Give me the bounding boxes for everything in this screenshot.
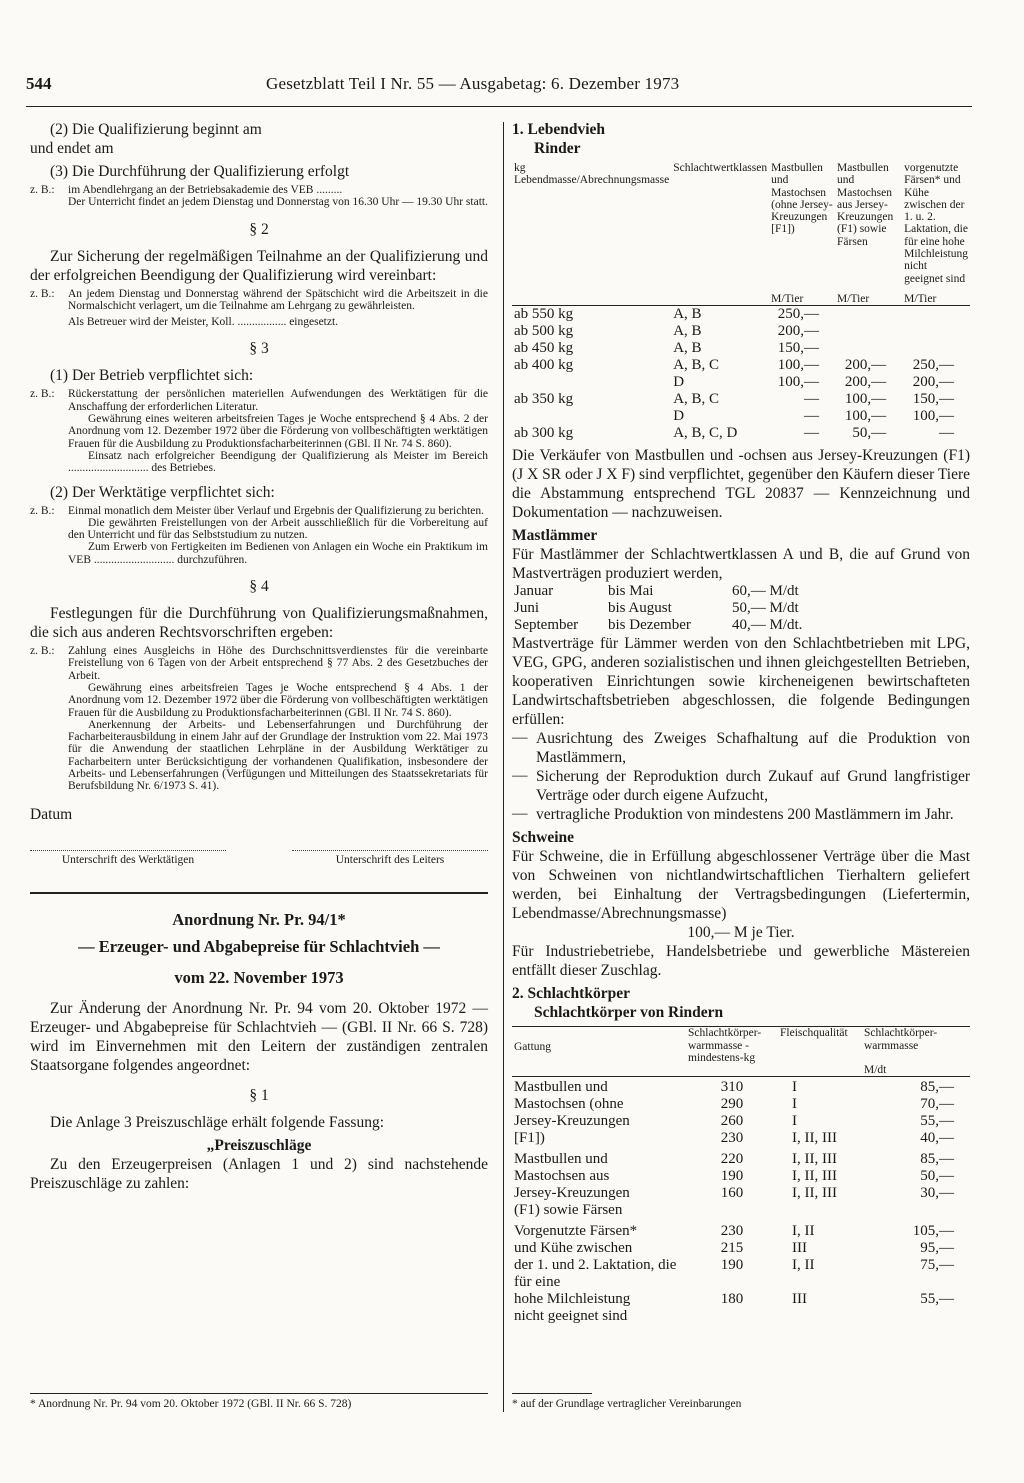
section-text: Festlegungen für die Durchführung von Qualifizierungsmaßnahmen, die sich aus anderen Rechtsvorschriften ergeben: [30, 605, 488, 642]
section-heading: § 3 [249, 340, 269, 358]
table-cell: — [939, 425, 954, 442]
table-row [512, 583, 970, 600]
table-row [512, 391, 970, 408]
table-cell: ab 400 kg [514, 357, 574, 374]
table-cell: 200,— [777, 323, 820, 340]
table-cell: I, II [792, 1257, 815, 1274]
heading-carcass-cattle: Schlachtkörper von Rindern [534, 1004, 724, 1022]
table-cell: Juni [514, 600, 540, 617]
table-cell: — [804, 408, 820, 425]
table-cell: 105,— [912, 1223, 954, 1240]
list-item-text: Sicherung der Reproduktion durch Zukauf auf Grund langfristiger Verträge oder durch eigene Aufzucht, [536, 768, 970, 805]
table-cell: 40,— [920, 1130, 954, 1147]
column-divider [503, 122, 504, 1412]
ordinance-subtitle: — Erzeuger- und Abgabepreise für Schlachtvieh — [78, 936, 440, 956]
unit-label: M/Tier [771, 292, 804, 305]
table-cell: 30,— [920, 1185, 954, 1202]
table-row [512, 1096, 970, 1113]
table-cell: I [792, 1096, 797, 1113]
para-qualification-end: und endet am [30, 140, 114, 157]
footnote-right: * auf der Grundlage vertraglicher Vereinbarungen [512, 1393, 970, 1410]
table-cell [835, 306, 902, 324]
table-cell: I, II, III [792, 1151, 837, 1168]
group-label-line: Mastochsen (ohne [514, 1096, 624, 1113]
table-row [512, 1257, 970, 1291]
section-text: (2) Der Werktätige verpflichtet sich: [50, 483, 275, 501]
table-cell: 100,— [912, 408, 954, 425]
table-cell: 200,— [844, 374, 887, 391]
dash-marker: — [512, 805, 528, 823]
table-cell: 200,— [912, 374, 954, 391]
table-cell: — [804, 391, 820, 408]
table-cell: — [804, 425, 820, 442]
table-row [512, 1202, 970, 1219]
example-text: Zahlung eines Ausgleichs in Höhe des Durchschnittsverdienstes für die vereinbarte Freistellung von 6 Tagen von der Arbeit entsprechend § 77 Abs. 2 des Gesetzbuches der Arbeit. [68, 645, 488, 682]
unit-label: M/Tier [837, 292, 870, 305]
col-header: Schlachtkörper-warmmasse -mindestens-kg [688, 1027, 762, 1064]
signature-leader: Unterschrift des Leiters [292, 850, 488, 866]
table-cell: I [792, 1113, 797, 1130]
group-label-line: (F1) sowie Färsen [514, 1202, 623, 1219]
table-row [512, 617, 970, 634]
running-head: Gesetzblatt Teil I Nr. 55 — Ausgabetag: 6. Dezember 1973 [266, 74, 680, 93]
col-header: Mastbullen und Mastochsen (ohne Jersey-Kreuzungen [F1]) [771, 162, 833, 236]
page-number: 544 [26, 74, 52, 93]
table-cell [686, 1202, 778, 1219]
lamb-price-table [512, 583, 970, 634]
table-cell: bis Mai [608, 583, 654, 600]
table-cell: 250,— [777, 306, 820, 323]
table-row [512, 1308, 970, 1325]
condition-list [512, 729, 970, 824]
table-cell [835, 340, 902, 357]
group-label-line: nicht geeignet sind [514, 1308, 628, 1325]
table-cell: ab 350 kg [514, 391, 574, 408]
table-cell: I, II, III [792, 1130, 837, 1147]
jersey-text: Die Verkäufer von Mastbullen und -ochsen aus Jersey-Kreuzungen (F1) (J X SR oder J X F) sind verpflichtet, gegenüber den Käufern dieser Tiere die Abstammung entsprechend TGL 20837 — Kennzeichnung und Dokumentation — nachzuweisen. [512, 447, 971, 522]
example-block: z. B.: An jedem Dienstag und Donnerstag während der Spätschicht wird die Arbeitszeit in die Normalschicht verlagert, um die Teilnahme am Lehrgang zu gewährleisten. Als Betreuer wird der Meister, Koll. ................. eingesetzt. [30, 287, 488, 329]
section-text: Die Anlage 3 Preiszuschläge erhält folgende Fassung: [50, 1113, 385, 1131]
example-text: Als Betreuer wird der Meister, Koll. ................. eingesetzt. [68, 316, 339, 329]
heading-cattle: Rinder [534, 140, 581, 157]
example-block: z. B.: Zahlung eines Ausgleichs in Höhe des Durchschnittsverdienstes für die vereinbarte Freistellung von 6 Tagen von der Arbeit entsprechend § 77 Abs. 2 des Gesetzbuches der Arbeit. Gewährung eines arbeitsfreien Tages je Woche entsprechend § 4 Abs. 1 der Anordnung vom 12. Dezember 1972 über die Förderung von vollbeschäftigten werktätigen Frauen für die Ausbildung zu Produktionsfacharbeiterinnen (GBl. II Nr. 74 S. 860). Anerkennung der Arbeits- und Lebenserfahrungen und Durchführung der Facharbeiterausbildung in einem Jahr auf der Grundlage der Instruktion vom 22. Mai 1973 für die Anwendung der staatlichen Lehrpläne in der Ausbildung Werktätiger zu Facharbeitern unter Berücksichtigung der vorhandenen Qualifikation, insbesondere der Arbeits- und Lebenserfahrungen (Verfügungen und Mitteilungen des Staatssekretariats für Berufsbildung Nr. 6/1973 S. 41). [30, 645, 488, 793]
section-text: Zur Sicherung der regelmäßigen Teilnahme an der Qualifizierung und der erfolgreichen Beendigung der Qualifizierung wird vereinbart: [30, 247, 488, 284]
table-cell: 85,— [920, 1151, 954, 1168]
example-text: im Abendlehrgang an der Betriebsakademie des VEB ......... [68, 184, 343, 196]
table-cell: 190 [720, 1257, 744, 1274]
pig-price: 100,— M je Tier. [687, 924, 795, 942]
table-cell: 200,— [844, 357, 887, 374]
list-item [512, 805, 970, 824]
cattle-live-table [512, 162, 970, 442]
heading-carcass: 2. Schlachtkörper [512, 985, 630, 1003]
table-row [512, 323, 970, 340]
table-cell [902, 323, 970, 340]
example-text: Einsatz nach erfolgreicher Beendigung der Qualifizierung als Meister im Bereich ............................ des Betriebes. [68, 449, 488, 475]
table-cell: 150,— [777, 340, 820, 357]
table-cell [835, 323, 902, 340]
example-text: Einmal monatlich dem Meister über Verlauf und Ergebnis der Qualifizierung zu berichten. [68, 504, 484, 517]
section-text: (1) Der Betrieb verpflichtet sich: [50, 367, 254, 385]
example-block: z. B.: Einmal monatlich dem Meister über Verlauf und Ergebnis der Qualifizierung zu berichten. Die gewährten Freistellungen von der Arbeit ausschließlich für die Vorbereitung auf den Unterricht und für das Selbststudium zu nutzen. Zum Erwerb von Fertigkeiten im Bedienen von Anlagen ein Woche ein Praktikum im VEB ............................ durchzuführen. [30, 504, 488, 566]
table-row [512, 1240, 970, 1257]
table-cell: III [792, 1240, 807, 1257]
table-cell: 230 [720, 1223, 744, 1240]
table-cell: 260 [720, 1113, 744, 1130]
surcharge-title: „Preiszuschläge [206, 1136, 312, 1154]
table-cell: 100,— [844, 391, 887, 408]
table-cell: 150,— [912, 391, 954, 408]
left-column [30, 120, 488, 1193]
table-cell: D [673, 374, 685, 391]
table-cell: 190 [720, 1168, 744, 1185]
signature-row [30, 850, 488, 866]
dash-marker: — [512, 767, 528, 785]
table-cell: ab 300 kg [514, 425, 574, 442]
example-text: An jedem Dienstag und Donnerstag während der Spätschicht wird die Arbeitszeit in die Normalschicht verlagert, um die Teilnahme am Lehrgang zu gewährleisten. [68, 287, 488, 312]
table-cell: bis Dezember [608, 617, 691, 634]
dash-marker: — [512, 729, 528, 747]
table-cell: 100,— [844, 408, 887, 425]
list-item [512, 729, 970, 767]
group-label-line: Jersey-Kreuzungen [514, 1113, 630, 1130]
table-cell: ab 450 kg [514, 340, 574, 357]
table-cell: 220 [720, 1151, 744, 1168]
table-row [512, 306, 970, 324]
group-label-line: Mastbullen und [514, 1151, 608, 1168]
group-label-line: Mastbullen und [514, 1079, 608, 1096]
right-column [512, 120, 970, 1325]
ordinance-title: Anordnung Nr. Pr. 94/1* [172, 909, 346, 929]
group-label-line: Mastochsen aus [514, 1168, 610, 1185]
para-execution: (3) Die Durchführung der Qualifizierung erfolgt [50, 163, 350, 180]
pig-text: Für Schweine, die in Erfüllung abgeschlossener Verträge über die Mast von Schweinen von nichtlandwirtschaftlichen Tierhaltern geliefert werden, bei Einhaltung der Vertragsbedingungen (Liefertermin, Lebendmasse/Abrechnungsmasse) [512, 848, 970, 923]
header-rule [26, 106, 972, 107]
table-cell: I [792, 1079, 797, 1096]
example-text: Rückerstattung der persönlichen materiellen Aufwendungen des Werktätigen für die Anschaffung der erforderlichen Literatur. [68, 388, 488, 413]
example-text: Anerkennung der Arbeits- und Lebenserfahrungen und Durchführung der Facharbeiterausbildung in einem Jahr auf der Grundlage der Instruktion vom 22. Mai 1973 für die Anwendung der staatlichen Lehrpläne in der Ausbildung Werktätiger zu Facharbeitern unter Berücksichtigung der vorhandenen Qualifikation, insbesondere der Arbeits- und Lebenserfahrungen (Verfügungen und Mitteilungen des Staatssekretariats für Berufsbildung Nr. 6/1973 S. 41). [68, 718, 488, 793]
table-cell: 40,— M/dt. [732, 617, 803, 634]
lamb-contracts: Mastverträge für Lämmer werden von den Schlachtbetrieben mit LPG, VEG, GPG, anderen sozialistischen und ihnen gleichgestellten Betrieben, kooperativen Einrichtungen sowie kircheneigenen bewirtschafteten Landwirtschaftsbetrieben abgeschlossen, die folgende Bedingungen erfüllen: [512, 635, 970, 729]
table-cell [512, 408, 671, 425]
table-cell [778, 1202, 862, 1219]
table-cell: ab 500 kg [514, 323, 574, 340]
example-text: Zum Erwerb von Fertigkeiten im Bedienen von Anlagen ein Woche ein Praktikum im VEB ............................ durchzuführen. [68, 541, 488, 566]
lamb-text: Für Mastlämmer der Schlachtwertklassen A und B, die auf Grund von Mastverträgen produziert werden, [512, 546, 970, 583]
table-row [512, 1185, 970, 1202]
table-cell: 160 [720, 1185, 744, 1202]
table-cell: 180 [720, 1291, 744, 1308]
table-cell: 85,— [920, 1079, 954, 1096]
example-block: z. B.: Rückerstattung der persönlichen materiellen Aufwendungen des Werktätigen für die Anschaffung der erforderlichen Literatur. Gewährung eines weiteren arbeitsfreien Tages je Woche entsprechend § 4 Abs. 2 der Anordnung vom 12. Dezember 1972 über die Förderung von vollbeschäftigten werktätigen Frauen für die Ausbildung zu Produktionsfacharbeiterinnen (GBl. II Nr. 74 S. 860). Einsatz nach erfolgreicher Beendigung der Qualifizierung als Meister im Bereich ............................ des Betriebes. [30, 388, 488, 475]
table-cell: A, B [673, 306, 702, 323]
table-cell: 50,— M/dt [732, 600, 799, 617]
carcass-table [512, 1026, 970, 1325]
table-cell [778, 1308, 862, 1325]
table-row [512, 600, 970, 617]
section-heading: § 1 [249, 1086, 269, 1104]
unit-label: M/dt [864, 1064, 887, 1077]
group-label-line: Jersey-Kreuzungen [514, 1185, 630, 1202]
table-cell: ab 550 kg [514, 306, 574, 323]
section-divider [30, 892, 488, 894]
table-cell [862, 1308, 970, 1325]
table-row [512, 374, 970, 391]
table-cell: I, II, III [792, 1168, 837, 1185]
section-heading: § 2 [249, 220, 269, 238]
table-cell: I, II [792, 1223, 815, 1240]
table-cell: 55,— [920, 1113, 954, 1130]
footnote-left: * Anordnung Nr. Pr. 94 vom 20. Oktober 1972 (GBl. II Nr. 66 S. 728) [30, 1393, 488, 1410]
table-cell: 230 [720, 1130, 744, 1147]
table-row [512, 1130, 970, 1147]
table-cell: D [673, 408, 685, 425]
table-cell: I, II, III [792, 1185, 837, 1202]
table-row [512, 1168, 970, 1185]
table-cell: 50,— [852, 425, 887, 442]
col-header: Schlachtwertklassen [673, 162, 768, 174]
surcharge-text: Zu den Erzeugerpreisen (Anlagen 1 und 2) sind nachstehende Preiszuschläge zu zahlen: [30, 1155, 488, 1192]
example-text: Gewährung eines weiteren arbeitsfreien Tages je Woche entsprechend § 4 Abs. 2 der Anordnung vom 12. Dezember 1972 über die Förderung von vollbeschäftigten werktätigen Frauen für die Ausbildung zu Produktionsfacharbeiterinnen (GBl. II Nr. 74 S. 860). [68, 413, 488, 450]
table-row [512, 425, 970, 442]
section-heading: § 4 [249, 578, 269, 596]
example-text: Der Unterricht findet an jedem Dienstag und Donnerstag von 16.30 Uhr — 19.30 Uhr statt. [68, 196, 488, 209]
table-row [512, 1219, 970, 1240]
table-cell [686, 1308, 778, 1325]
list-item-text: vertragliche Produktion von mindestens 200 Mastlämmern im Jahr. [536, 806, 954, 824]
table-cell: A, B, C [673, 391, 720, 408]
para-qualification-start: (2) Die Qualifizierung beginnt am [50, 121, 262, 138]
table-cell: 95,— [920, 1240, 954, 1257]
table-cell: bis August [608, 600, 672, 617]
table-row [512, 357, 970, 374]
unit-label: M/Tier [904, 292, 937, 305]
lamb-heading: Mastlämmer [512, 527, 598, 545]
table-row [512, 408, 970, 425]
example-text: Gewährung eines arbeitsfreien Tages je Woche entsprechend § 4 Abs. 1 der Anordnung vom 12. Dezember 1972 über die Förderung von vollbeschäftigten werktätigen Frauen für die Ausbildung zu Produktionsfacharbeiterinnen (GBl. II Nr. 74 S. 860). [68, 681, 488, 719]
table-cell [512, 374, 671, 391]
table-cell: III [792, 1291, 807, 1308]
col-header: Gattung [514, 1041, 552, 1054]
table-cell: 100,— [777, 357, 820, 374]
col-header: Schlachtkörper-warmmasse M/dt [864, 1027, 938, 1077]
table-cell: A, B [673, 323, 702, 340]
table-row [512, 1113, 970, 1130]
table-cell: Januar [514, 583, 554, 600]
signature-worker: Unterschrift des Werktätigen [30, 850, 226, 866]
table-row [512, 1077, 970, 1097]
industry-text: Für Industriebetriebe, Handelsbetriebe und gewerbliche Mästereien entfällt dieser Zuschlag. [512, 943, 970, 980]
heading-livestock: 1. Lebendvieh [512, 121, 606, 138]
table-cell: 310 [720, 1079, 744, 1096]
table-cell: 70,— [920, 1096, 954, 1113]
table-cell: 50,— [920, 1168, 954, 1185]
table-cell [862, 1202, 970, 1219]
ordinance-date: vom 22. November 1973 [174, 967, 344, 987]
table-cell: A, B, C [673, 357, 720, 374]
group-label-line: und Kühe zwischen [514, 1240, 633, 1257]
col-header: vorgenutzte Färsen* und Kühe zwischen der 1. u. 2. Laktation, die für eine hohe Milchleistung nicht geeignet sind [904, 162, 968, 285]
list-item [512, 767, 970, 805]
list-item-text: Ausrichtung des Zweiges Schafhaltung auf die Produktion von Mastlämmern, [536, 730, 970, 767]
example-text: Die gewährten Freistellungen von der Arbeit ausschließlich für die Vorbereitung auf den Unterricht und für das Selbststudium zu nutzen. [68, 516, 488, 542]
pig-heading: Schweine [512, 829, 574, 847]
col-header: kg Lebendmasse/Abrechnungsmasse [514, 162, 670, 187]
table-row [512, 1147, 970, 1168]
group-label-line: [F1]) [514, 1130, 545, 1147]
table-cell: September [514, 617, 579, 634]
table-cell [902, 340, 970, 357]
col-header: Fleischqualität [780, 1027, 848, 1040]
table-cell: 100,— [777, 374, 820, 391]
table-cell: 215 [720, 1240, 744, 1257]
table-cell: 75,— [920, 1257, 954, 1274]
col-header: Mastbullen und Mastochsen aus Jersey-Kreuzungen (F1) sowie Färsen [837, 162, 894, 248]
page-header [26, 74, 970, 104]
table-row [512, 1291, 970, 1308]
table-cell: 60,— M/dt [732, 583, 799, 600]
table-cell: A, B [673, 340, 702, 357]
table-cell: A, B, C, D [673, 425, 738, 442]
ordinance-intro: Zur Änderung der Anordnung Nr. Pr. 94 vom 20. Oktober 1972 — Erzeuger- und Abgabepreise für Schlachtvieh — (GBl. II Nr. 66 S. 728) wird im Einvernehmen mit den Leitern der zuständigen zentralen Staatsorgane folgendes angeordnet: [30, 999, 488, 1074]
example-block: z. B.: im Abendlehrgang an der Betriebsakademie des VEB ......... Der Unterricht findet an jedem Dienstag und Donnerstag von 16.30 Uhr — 19.30 Uhr statt. [30, 184, 488, 209]
table-cell: 55,— [920, 1291, 954, 1308]
table-cell: 250,— [912, 357, 954, 374]
table-cell: 290 [720, 1096, 744, 1113]
group-label-line: hohe Milchleistung [514, 1291, 631, 1308]
date-label: Datum [30, 805, 73, 823]
table-cell [902, 306, 970, 324]
group-label-line: der 1. und 2. Laktation, die für eine [514, 1257, 677, 1291]
table-row [512, 340, 970, 357]
group-label-line: Vorgenutzte Färsen* [514, 1223, 638, 1240]
